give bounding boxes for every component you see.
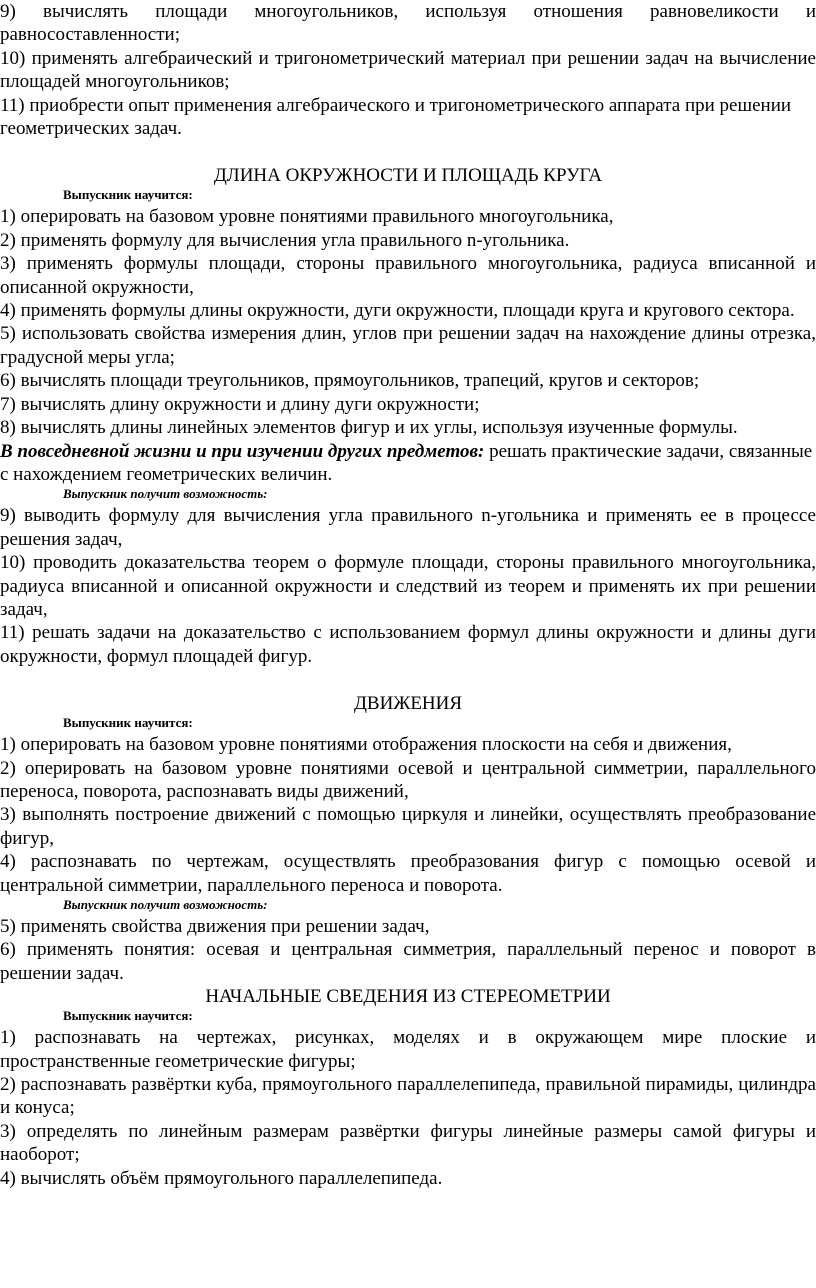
list-item: 4) распознавать по чертежам, осуществлять преобразования фигур с помощью осевой и центральной симметрии, параллельного переноса и поворота.: [0, 851, 816, 896]
list-item: 8) вычислять длины линейных элементов фигур и их углы, используя изученные формулы.: [0, 417, 738, 439]
list-item: 5) применять свойства движения при решении задач,: [0, 916, 430, 937]
list-item: 5) использовать свойства измерения длин, углов при решении задач на нахождение длины отрезка, градусной меры угла;: [0, 323, 816, 368]
list-item: 9) выводить формулу для вычисления угла правильного n-угольника и применять ее в процессе решения задач,: [0, 505, 816, 550]
list-item: 3) применять формулы площади, стороны правильного многоугольника, радиуса вписанной и описанной окружности,: [0, 253, 816, 298]
list-item: 4) применять формулы длины окружности, дуги окружности, площади круга и кругового сектора.: [0, 300, 795, 322]
list-item: 2) оперировать на базовом уровне понятиями осевой и центральной симметрии, параллельного переноса, поворота, распознавать виды движений,: [0, 757, 816, 802]
everyday-paragraph: [0, 440, 816, 487]
list-item: 4) вычислять объём прямоугольного параллелепипеда.: [0, 1167, 443, 1189]
section-heading-stereometry: НАЧАЛЬНЫЕ СВЕДЕНИЯ ИЗ СТЕРЕОМЕТРИИ: [205, 986, 611, 1008]
list-item: 10) проводить доказательства теорем о формуле площади, стороны правильного многоугольника, радиуса вписанной и описанной окружности и следствий из теорем и применять их при решении задач,: [0, 552, 816, 620]
list-item: 3) определять по линейным размерам развёртки фигуры линейные размеры самой фигуры и наоборот;: [0, 1120, 816, 1166]
learn-label: Выпускник научится:: [63, 715, 193, 731]
opportunity-label: Выпускник получит возможность:: [63, 486, 268, 502]
everyday-label: В повседневной жизни и при изучении других предметов:: [0, 440, 485, 462]
list-item: 11) решать задачи на доказательство с использованием формул длины окружности и длины дуги окружности, формул площадей фигур.: [0, 622, 816, 667]
section-heading-circle: ДЛИНА ОКРУЖНОСТИ И ПЛОЩАДЬ КРУГА: [213, 165, 603, 187]
list-item: 2) применять формулу для вычисления угла правильного n-угольника.: [0, 229, 570, 251]
list-item: 1) оперировать на базовом уровне понятиями правильного многоугольника,: [0, 206, 614, 228]
list-item: 1) оперировать на базовом уровне понятиями отображения плоскости на себя и движения,: [0, 734, 732, 756]
list-item: 2) распознавать развёртки куба, прямоугольного параллелепипеда, правильной пирамиды, цилиндра и конуса;: [0, 1074, 816, 1119]
list-item: 3) выполнять построение движений с помощью циркуля и линейки, осуществлять преобразование фигур,: [0, 804, 816, 849]
list-item: 6) применять понятия: осевая и центральная симметрия, параллельный перенос и поворот в решении задач.: [0, 939, 816, 984]
learn-label: Выпускник научится:: [63, 1008, 193, 1024]
learn-label: Выпускник научится:: [63, 187, 193, 203]
intro-item-9: 9) вычислять площади многоугольников, используя отношения равновеликости и равносоставленности;: [0, 1, 816, 46]
intro-item-10: 10) применять алгебраический и тригонометрический материал при решении задач на вычисление площадей многоугольников;: [0, 47, 816, 93]
intro-item-11: 11) приобрести опыт применения алгебраического и тригонометрического аппарата при решении геометрических задач.: [0, 94, 792, 140]
list-item: 1) распознавать на чертежах, рисунках, моделях и в окружающем мире плоские и пространственные геометрические фигуры;: [0, 1027, 816, 1072]
everyday-text: решать практические задачи, связанные с нахождением геометрических величин.: [0, 440, 813, 485]
list-item: 6) вычислять площади треугольников, прямоугольников, трапеций, кругов и секторов;: [0, 370, 700, 392]
section-heading-motions: ДВИЖЕНИЯ: [353, 693, 463, 715]
list-item: 7) вычислять длину окружности и длину дуги окружности;: [0, 393, 480, 415]
opportunity-label: Выпускник получит возможность:: [63, 897, 268, 912]
